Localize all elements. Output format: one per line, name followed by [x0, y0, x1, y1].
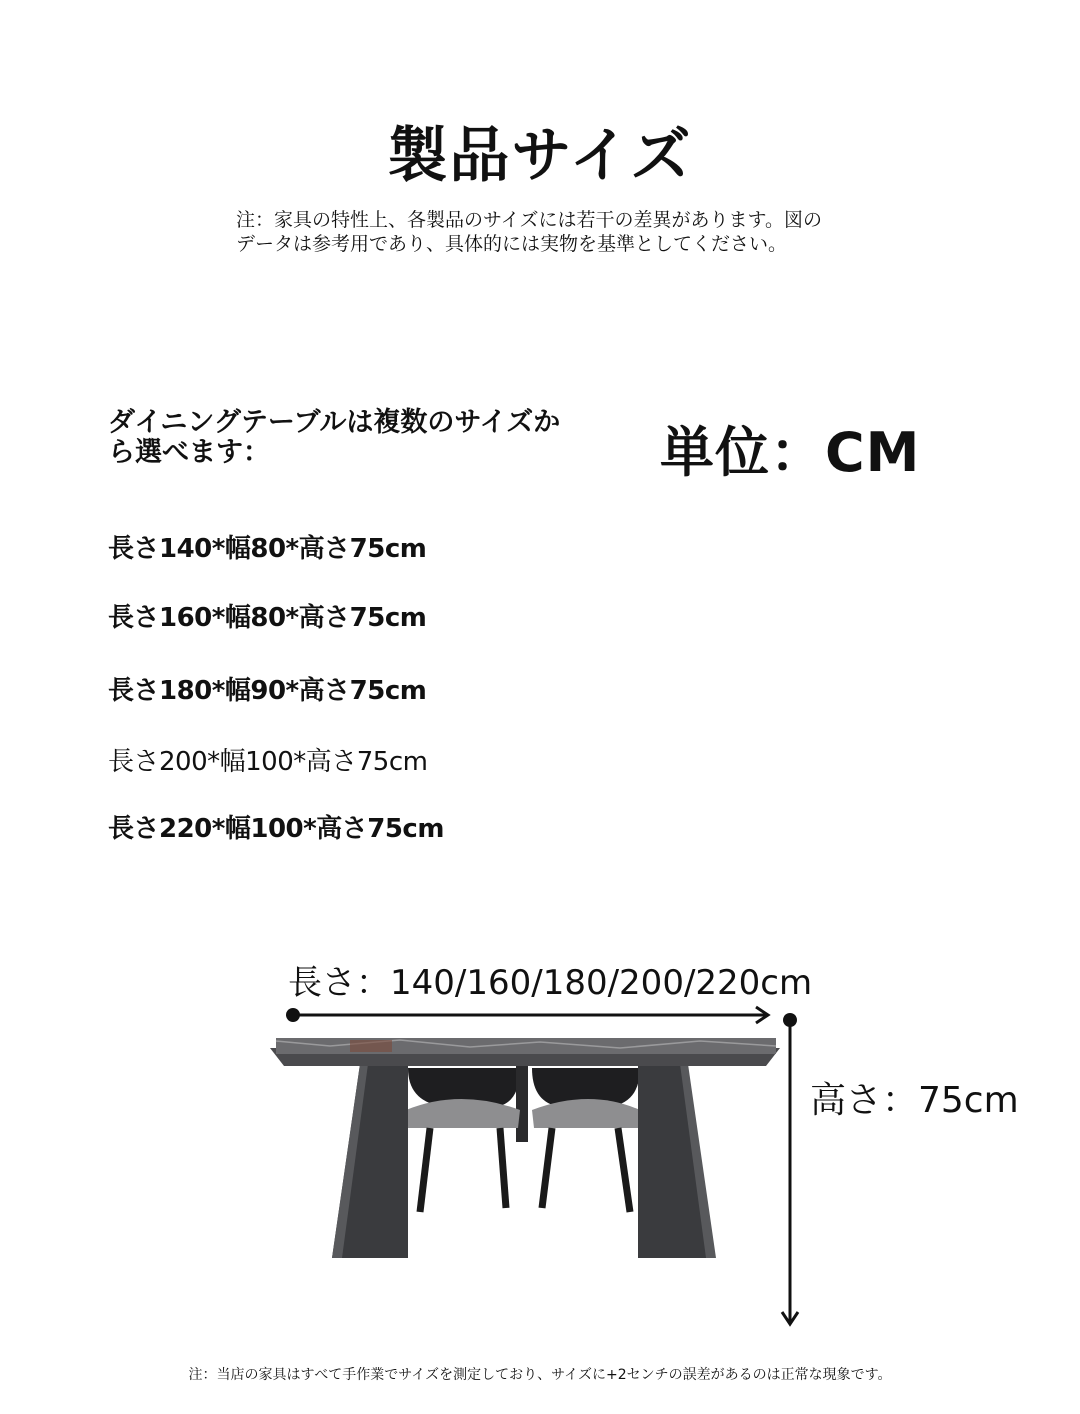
- size-option-5: 長さ220*幅100*高さ75cm: [108, 814, 444, 844]
- size-option-4: 長さ200*幅100*高さ75cm: [108, 747, 428, 777]
- height-label: 高さ：75cm: [810, 1080, 1019, 1121]
- size-option-3: 長さ180*幅90*高さ75cm: [108, 676, 427, 706]
- size-options-intro: ダイニングテーブルは複数のサイズから選べます：: [108, 407, 561, 468]
- length-dimension-arrow: [286, 1007, 768, 1023]
- unit-label: 単位：CM: [660, 421, 921, 484]
- disclaimer-note: 注：家具の特性上、各製品のサイズには若干の差異があります。図のデータは参考用であり、具体的には実物を基準としてください。: [236, 209, 822, 255]
- footer-note: 注：当店の家具はすべて手作業でサイズを測定しており、サイズに+2センチの誤差があるのは正常な現象です。: [188, 1367, 892, 1383]
- size-option-2: 長さ160*幅80*高さ75cm: [108, 603, 427, 633]
- size-option-1: 長さ140*幅80*高さ75cm: [108, 534, 427, 564]
- length-label: 長さ：140/160/180/200/220cm: [288, 963, 813, 1003]
- page-title: 製品サイズ: [387, 121, 693, 191]
- height-dimension-arrow: [782, 1013, 798, 1324]
- table-image: [270, 1038, 780, 1258]
